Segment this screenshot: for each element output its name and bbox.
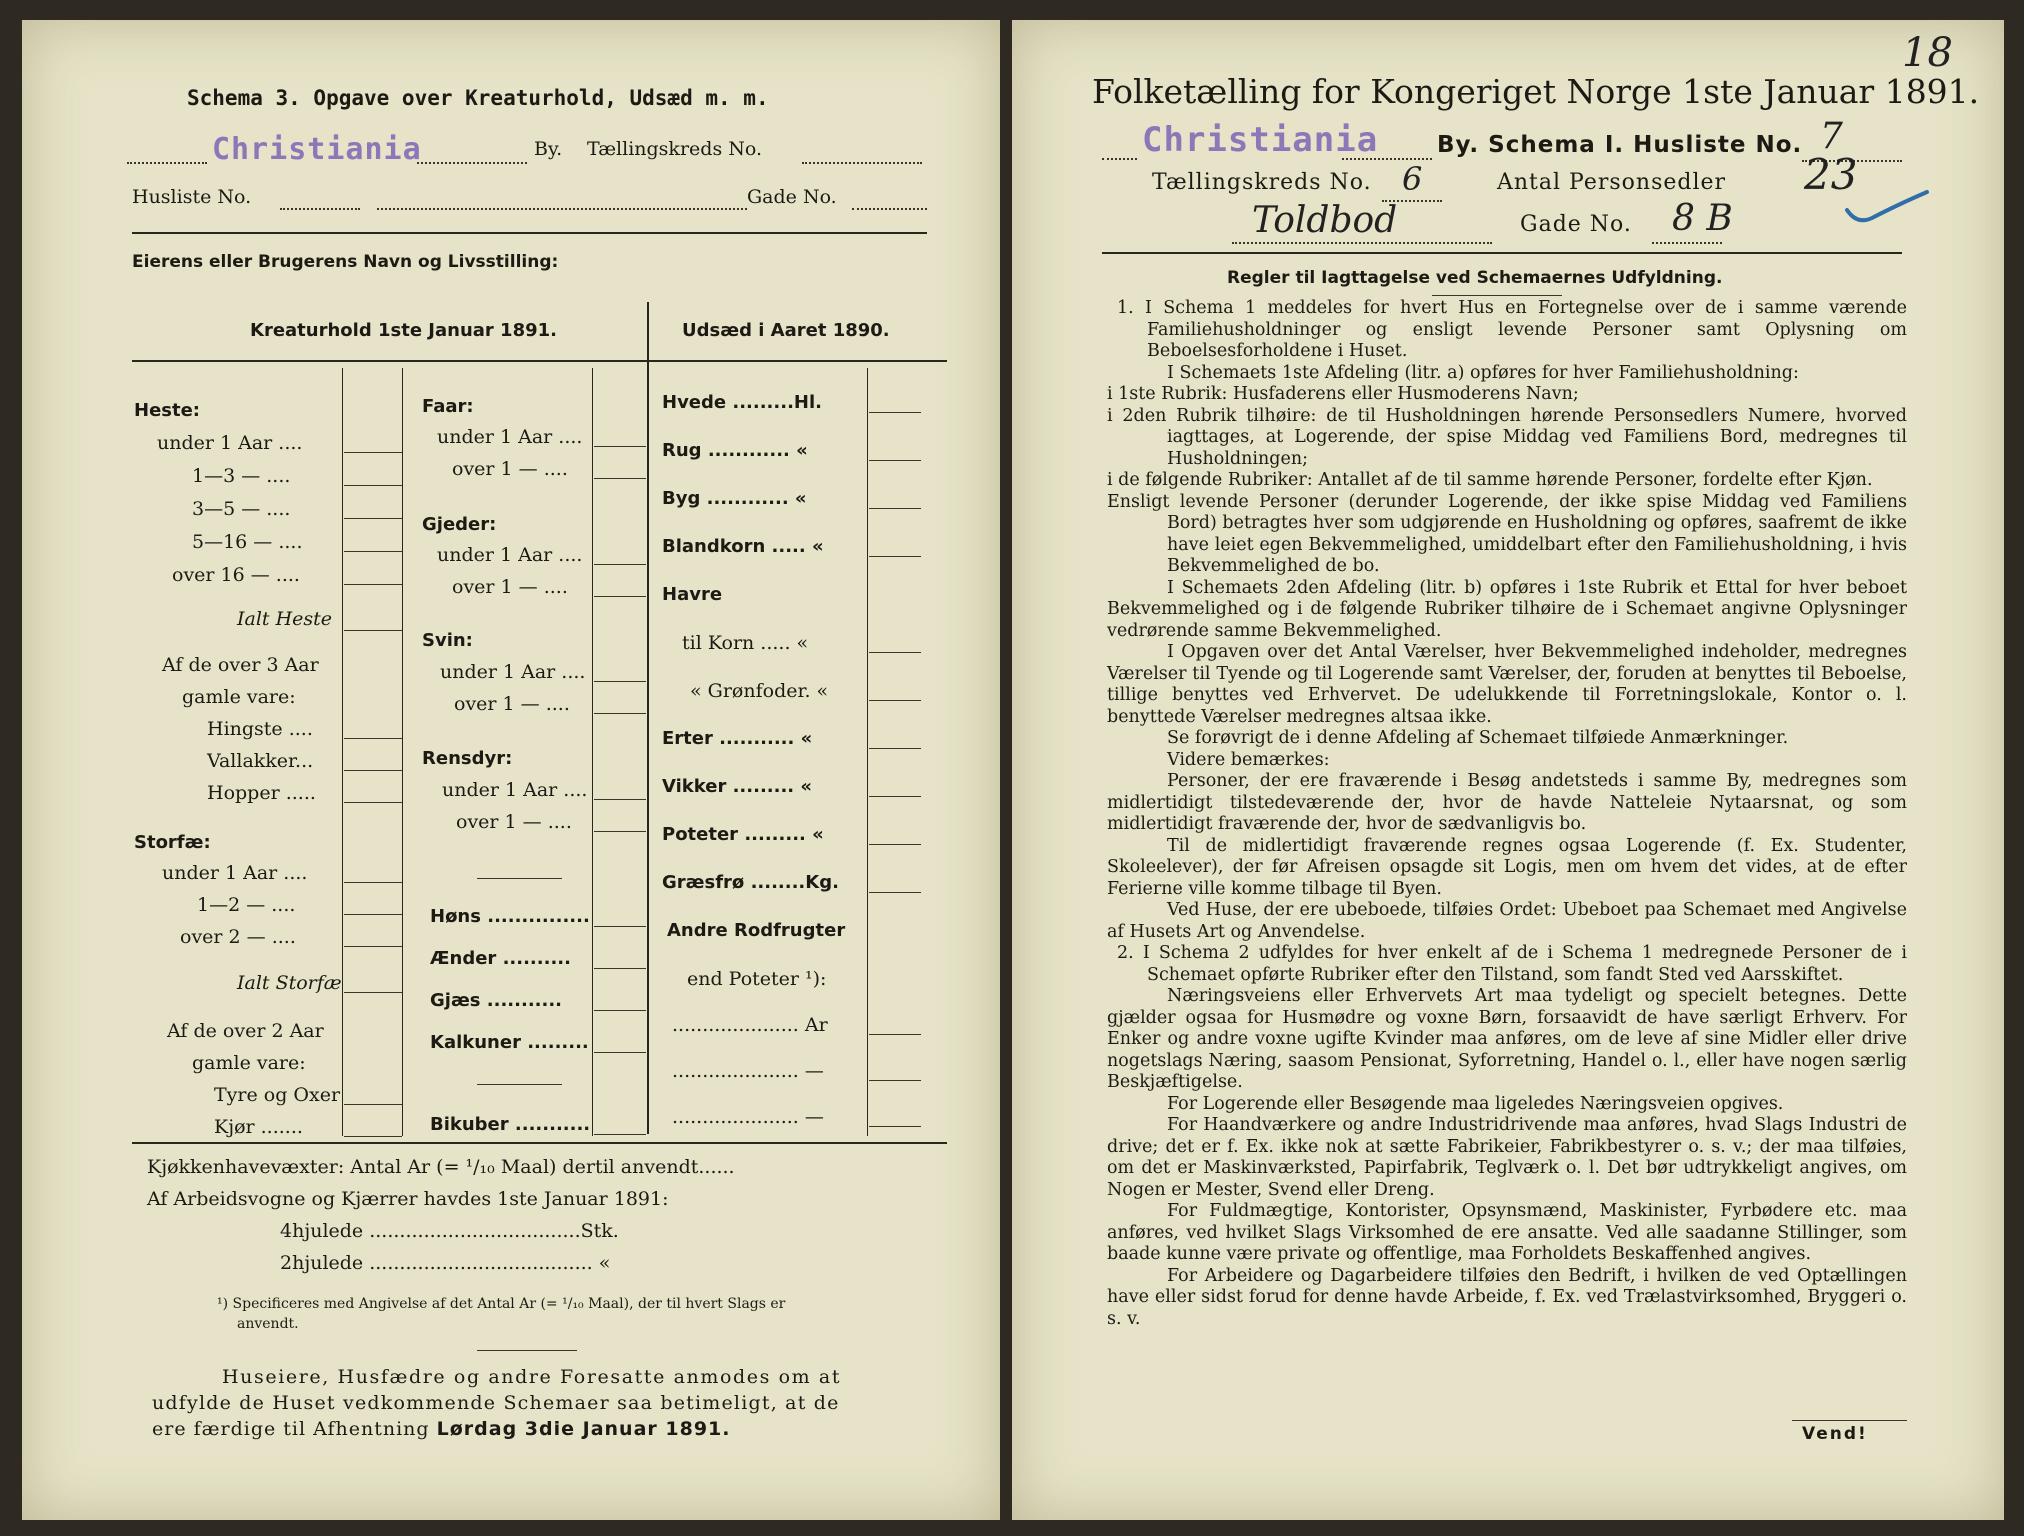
horses-sub-row: Vallakker...	[207, 750, 314, 772]
crop-row: Græsfrø ........Kg.	[662, 872, 839, 893]
notice-date: Lørdag 3die Januar 1891.	[436, 1418, 731, 1440]
entry-line[interactable]	[869, 412, 921, 413]
checkmark-icon	[1842, 180, 1932, 230]
notice-line-3	[152, 1418, 730, 1440]
rule-paragraph: Personer, der ere fraværende i Besøg andetsteds i samme By, medregnes som midlertidigt tilstedeværende der, hvor de havde Natteleie Nytaarsnat, og som midlertidigt fraværende der, hvor de sædvanligvis bo.	[1107, 771, 1907, 834]
notice-text: ere færdige til Afhentning	[152, 1418, 437, 1440]
house-list-label: Husliste No.	[132, 186, 252, 208]
entry-line[interactable]	[594, 1134, 646, 1135]
crop-row: Blandkorn ..... «	[662, 536, 824, 557]
city-label: By.	[534, 138, 563, 160]
crop-row: ..................... —	[672, 1060, 824, 1082]
entry-line[interactable]	[869, 700, 921, 701]
rule-paragraph: I Schemaets 1ste Afdeling (litr. a) opføres for hver Familiehusholdning:	[1167, 362, 1799, 383]
entry-line[interactable]	[869, 1034, 921, 1035]
crop-row: Poteter ......... «	[662, 824, 824, 845]
goats-row: over 1 — ....	[452, 576, 568, 598]
horses-row: 1—3 — ....	[192, 465, 291, 487]
entry-line[interactable]	[869, 460, 921, 461]
cattle-total: Ialt Storfæ	[237, 972, 342, 994]
entry-line[interactable]	[869, 508, 921, 509]
poultry-row: Ænder ..........	[430, 948, 571, 969]
entry-line[interactable]	[594, 926, 646, 927]
entry-line[interactable]	[594, 831, 646, 832]
street-no-field[interactable]	[852, 208, 927, 210]
district-label: Tællingskreds No.	[1152, 170, 1372, 195]
horses-total: Ialt Heste	[237, 608, 333, 630]
entry-line[interactable]	[344, 914, 402, 915]
entry-line[interactable]	[869, 556, 921, 557]
rule-paragraph: Se forøvrigt de i denne Afdeling af Schemaet tilføiede Anmærkninger.	[1167, 728, 1789, 748]
rule-paragraph: Næringsveiens eller Erhvervets Art maa tydeligt og specielt betegnes. Dette gjælder ogsaa for Husmødre og voxne Børn, forsaavidt de have særligt Erhverv. For Enker og andre voxne ugifte Kvinder maa anføres, om de leve af sine Midler eller drive nogetslags Næring, saasom Pensionat, Syforretning, Handel o. l., eller have nogen særlig Beskjæftigelse.	[1107, 986, 1907, 1092]
horses-title: Heste:	[134, 400, 200, 421]
entry-line[interactable]	[594, 681, 646, 682]
cattle-row: 1—2 — ....	[197, 894, 296, 916]
reindeer-row: over 1 — ....	[456, 811, 572, 833]
footer-rule	[1792, 1420, 1907, 1421]
rules-title: Regler til Iagttagelse ved Schemaernes Udfyldning.	[1227, 268, 1723, 288]
city-dots	[1102, 158, 1137, 160]
entry-line[interactable]	[344, 992, 402, 993]
sheep-title: Faar:	[422, 396, 474, 417]
cattle-sub-row: Tyre og Oxer	[214, 1084, 341, 1106]
entry-line[interactable]	[869, 1126, 921, 1127]
rule-paragraph: i 1ste Rubrik: Husfaderens eller Husmoderens Navn;	[1107, 384, 1579, 404]
street-line	[1232, 242, 1492, 244]
garden-line	[147, 1156, 735, 1178]
horses-sub-row: Hopper .....	[207, 782, 316, 804]
separator-line	[477, 878, 562, 879]
left-page	[22, 20, 1000, 1520]
rule-paragraph: For Haandværkere og andre Industridrivende maa anføres, hvad Slags Industri de drive; det er f. Ex. ikke nok at sætte Fabrikeier, Fabrikbestyrer o. s. v.; der maa tilføies, om det er Maskinværksted, Papirfabrik, Teglværk o. l. Det bør udtrykkeligt angives, om Nogen er Mester, Svend eller Dreng.	[1107, 1115, 1907, 1200]
footnote-2: anvendt.	[237, 1316, 299, 1332]
corner-number: 18	[1902, 30, 1953, 76]
separator-line	[477, 1084, 562, 1085]
persons-label: Antal Personsedler	[1497, 170, 1727, 195]
rules-title-rule	[1432, 295, 1562, 296]
reindeer-title: Rensdyr:	[422, 748, 513, 769]
rule-paragraph: I Opgaven over det Antal Værelser, hver Bekvemmelighed indeholder, medregnes Værelser til Tyende og til Logerende samt Værelser, der, foruden at benyttes til Beboelse, tillige benyttes ved Erhvervet. De udelukkende til Forretningslokale, Kontor o. l. benyttede Værelser medregnes altsaa ikke.	[1107, 642, 1907, 727]
pigs-row: over 1 — ....	[454, 693, 570, 715]
entry-line[interactable]	[594, 446, 646, 447]
cattle-sub-row: Kjør .......	[214, 1116, 303, 1138]
reindeer-row: under 1 Aar ....	[442, 779, 588, 801]
poultry-row: Kalkuner .........	[430, 1032, 589, 1053]
entry-line[interactable]	[594, 713, 646, 714]
district-field[interactable]	[802, 162, 922, 164]
crop-row: til Korn ..... «	[682, 632, 809, 654]
entry-line[interactable]	[344, 738, 402, 739]
district-number[interactable]: 6	[1402, 160, 1423, 198]
sheep-row: under 1 Aar ....	[437, 426, 583, 448]
entry-line[interactable]	[869, 1080, 921, 1081]
bees-row: Bikuber ...........	[430, 1114, 591, 1135]
entry-line[interactable]	[344, 946, 402, 947]
goats-row: under 1 Aar ....	[437, 544, 583, 566]
col-value-2	[592, 368, 593, 1136]
rule-paragraph: i de følgende Rubriker: Antallet af de til samme hørende Personer, fordelte efter Kjøn.	[1107, 470, 1873, 490]
persons-number[interactable]: 23	[1804, 150, 1858, 199]
entry-line[interactable]	[594, 1010, 646, 1011]
horses-row: under 1 Aar ....	[157, 432, 303, 454]
rule-paragraph: I Schemaets 2den Afdeling (litr. b) opføres i 1ste Rubrik et Ettal for hver beboet Bekvemmelighed og i de følgende Rubriker tilhøire de i Schemaet angivne Oplysninger vedrørende samme Bekvemmelighed.	[1107, 577, 1907, 641]
wagons-line: Af Arbeidsvogne og Kjærrer havdes 1ste Januar 1891:	[147, 1188, 669, 1210]
rule-paragraph: Ensligt levende Personer (derunder Logerende, der ikke spise Middag ved Familiens Bord) betragtes hver som udgjørende en Husholdning og opføres, saafremt de ikke have leiet egen Bekvemmelighed, umiddelbart efter den Familiehusholdning, i hvis Bekvemmelighed de bo.	[1107, 491, 1907, 576]
rule-paragraph: i 2den Rubrik tilhøire: de til Husholdningen hørende Personsedlers Numere, hvorved iagttages, at Logerende, der spise Middag ved Familiens Bord, medregnes til Husholdningen;	[1107, 405, 1907, 469]
owner-label: Eierens eller Brugerens Navn og Livsstilling:	[132, 252, 559, 272]
crop-row: Andre Rodfrugter	[667, 920, 846, 941]
entry-line[interactable]	[594, 799, 646, 800]
livestock-header: Kreaturhold 1ste Januar 1891.	[250, 320, 557, 341]
crop-row: Hvede .........Hl.	[662, 392, 822, 413]
footnote-divider	[477, 1350, 577, 1351]
entry-line[interactable]	[344, 485, 402, 486]
rule-paragraph: Til de midlertidigt fraværende regnes ogsaa Logerende (f. Ex. Studenter, Skoleelever), der før Afreisen opsagde sit Logis, men om hvem det vides, at de efter Ferierne ville komme tilbage til Byen.	[1107, 835, 1907, 899]
rules-body	[1107, 298, 1907, 1330]
goats-title: Gjeder:	[422, 514, 497, 535]
horses-sub-title: Af de over 3 Aar	[162, 654, 319, 676]
poultry-row: Gjæs ...........	[430, 990, 563, 1011]
horses-sub-title: gamle vare:	[182, 686, 296, 708]
city-stamp: Christiania	[1142, 120, 1379, 160]
cattle-row: over 2 — ....	[180, 926, 296, 948]
city-line-dots-2	[417, 162, 527, 164]
entry-line[interactable]	[344, 518, 402, 519]
census-title: Folketælling for Kongeriget Norge 1ste Januar 1891.	[1092, 72, 1980, 111]
rule-paragraph: For Arbeidere og Dagarbeidere tilføies den Bedrift, i hvilken de ved Optællingen have eller sidst forud for denne havde Arbeide, f. Ex. ved Trælastvirksomhed, Bryggeri o. s. v.	[1107, 1265, 1907, 1329]
horses-row: over 16 — ....	[172, 564, 300, 586]
schema-by-label: By. Schema I. Husliste No.	[1437, 132, 1803, 158]
street-label: Gade No.	[747, 186, 837, 208]
entry-line[interactable]	[869, 892, 921, 893]
turn-page-label: Vend!	[1802, 1424, 1868, 1444]
header-rule	[132, 232, 927, 234]
crop-row: « Grønfoder. «	[690, 680, 829, 702]
rule-paragraph: 1. I Schema 1 meddeles for hvert Hus en Fortegnelse over de i samme værende Familiehusholdninger og ensligt levende Personer samt Oplysning om Beboelsesforholdene i Huset.	[1117, 298, 1907, 361]
rule-paragraph: Ved Huse, der ere ubeboede, tilføies Ordet: Ubeboet paa Schemaet med Angivelse af Husets Art og Anvendelse.	[1107, 900, 1907, 942]
right-page	[1012, 20, 2004, 1520]
pigs-title: Svin:	[422, 630, 473, 651]
garden-text: Kjøkkenhavevæxter: Antal Ar (= ¹/₁₀ Maal) dertil anvendt......	[147, 1156, 735, 1178]
entry-line[interactable]	[344, 452, 402, 453]
footnote-1: ¹) Specificeres med Angivelse af det Antal Ar (= ¹/₁₀ Maal), der til hvert Slags er	[217, 1296, 786, 1312]
wagon-4-row: 4hjulede ...................................Stk.	[280, 1220, 619, 1242]
street-label: Gade No.	[1520, 212, 1632, 237]
rule-paragraph: 2. I Schema 2 udfyldes for hver enkelt af de i Schema 1 medregnede Personer de i Schemaet opførte Rubriker efter den Tilstand, som fandt Sted ved Aarsskiftet.	[1117, 943, 1907, 985]
cattle-sub-title: Af de over 2 Aar	[167, 1020, 324, 1042]
entry-line[interactable]	[594, 564, 646, 565]
col-value-1	[342, 368, 343, 1136]
city-line-dots	[127, 162, 207, 164]
table-bottom-rule	[132, 1142, 947, 1144]
district-label: Tællingskreds No.	[587, 138, 762, 160]
entry-line[interactable]	[344, 551, 402, 552]
entry-line[interactable]	[344, 882, 402, 883]
entry-line[interactable]	[869, 844, 921, 845]
notice-line-1: Huseiere, Husfædre og andre Foresatte anmodes om at	[222, 1366, 842, 1388]
horses-row: 3—5 — ....	[192, 498, 291, 520]
entry-line[interactable]	[344, 1104, 402, 1105]
table-top-rule	[132, 360, 947, 362]
rule-paragraph: For Logerende eller Besøgende maa ligeledes Næringsveien opgives.	[1167, 1093, 1784, 1114]
crop-row: end Poteter ¹):	[687, 968, 827, 990]
crop-row: Vikker ......... «	[662, 776, 813, 797]
entry-line[interactable]	[344, 802, 402, 803]
street-no-line	[1652, 242, 1722, 244]
crop-row: Byg ............ «	[662, 488, 807, 509]
crop-row: ..................... Ar	[672, 1014, 828, 1036]
entry-line[interactable]	[869, 796, 921, 797]
poultry-row: Høns ...............	[430, 906, 590, 927]
crop-row: Rug ............ «	[662, 440, 808, 461]
street-name[interactable]: Toldbod	[1252, 200, 1398, 241]
entry-line[interactable]	[869, 652, 921, 653]
pigs-row: under 1 Aar ....	[440, 661, 586, 683]
sowing-header: Udsæd i Aaret 1890.	[682, 320, 890, 341]
entry-line[interactable]	[869, 748, 921, 749]
spacer	[152, 1268, 942, 1269]
notice-line-2: udfylde de Huset vedkommende Schemaer saa betimeligt, at de	[152, 1392, 840, 1414]
horses-sub-row: Hingste ....	[207, 718, 313, 740]
schema-3-title: Schema 3. Opgave over Kreaturhold, Udsæd m. m.	[187, 86, 769, 110]
wagon-2-row: 2hjulede ..................................... «	[280, 1252, 611, 1274]
cattle-row: under 1 Aar ....	[162, 862, 308, 884]
col-sep-1	[402, 368, 403, 1136]
cattle-sub-title: gamle vare:	[192, 1052, 306, 1074]
col-value-3	[867, 368, 868, 1136]
entry-line[interactable]	[344, 630, 402, 631]
rule-paragraph: For Fuldmægtige, Kontorister, Opsynsmænd, Maskinister, Fyrbødere etc. maa anføres, ved hvilket Slags Virksomhed de ere ansatte. Ved alle saadanne Stillinger, som baade kunne være private og offentlige, maa Forholdets Beskaffenhed angives.	[1107, 1201, 1907, 1264]
entry-line[interactable]	[594, 1052, 646, 1053]
rule-paragraph: Videre bemærkes:	[1167, 749, 1330, 770]
crop-row: Havre	[662, 584, 723, 605]
street-number[interactable]: 8 B	[1672, 198, 1733, 239]
house-list-number[interactable]: 7	[1820, 116, 1843, 157]
city-stamp: Christiania	[212, 132, 422, 167]
horses-row: 5—16 — ....	[192, 531, 303, 553]
entry-line[interactable]	[594, 596, 646, 597]
sheep-row: over 1 — ....	[452, 458, 568, 480]
entry-line[interactable]	[344, 770, 402, 771]
entry-line[interactable]	[344, 1136, 402, 1137]
crop-row: ..................... —	[672, 1106, 824, 1128]
cattle-title: Storfæ:	[134, 832, 211, 853]
entry-line[interactable]	[594, 968, 646, 969]
crop-row: Erter ........... «	[662, 728, 813, 749]
entry-line[interactable]	[594, 478, 646, 479]
house-list-field[interactable]	[280, 208, 360, 210]
column-divider	[647, 302, 649, 1134]
header-rule	[1102, 252, 1902, 254]
street-name-field[interactable]	[377, 208, 747, 210]
entry-line[interactable]	[344, 584, 402, 585]
